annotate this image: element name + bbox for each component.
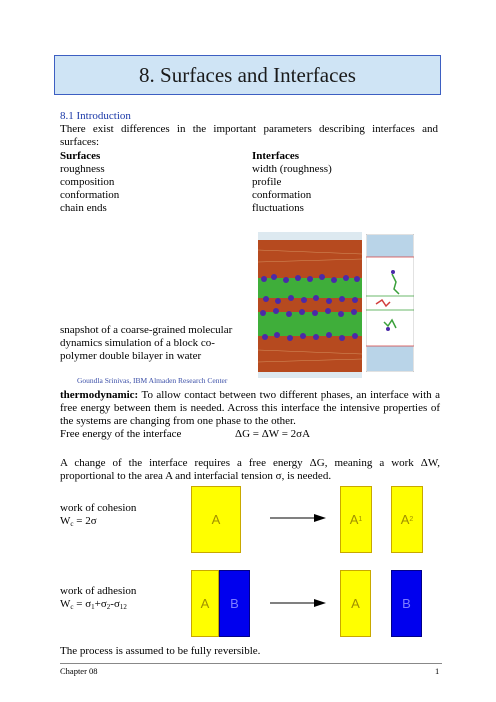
arrow-right-icon xyxy=(270,512,326,524)
adhesion-box-b: B xyxy=(219,570,250,637)
figure-credit: Goundla Srinivas, IBM Almaden Research Center xyxy=(77,376,228,385)
footer-divider xyxy=(60,663,442,664)
thermodynamic-paragraph: thermodynamic: To allow contact between two different phases, an interface with a free energy between them is needed. Across this interface the intensive properties of the systems are changing from one phase to the other. xyxy=(60,389,440,427)
table-row: roughness width (roughness) xyxy=(60,163,332,175)
section-heading: 8.1 Introduction xyxy=(60,110,131,122)
footer-chapter: Chapter 08 xyxy=(60,666,98,676)
adhesion-box-a: A xyxy=(191,570,219,637)
adhesion-label: work of adhesion xyxy=(60,585,137,597)
box-a1: A 1 xyxy=(340,486,372,553)
arrow-right-icon xyxy=(270,597,326,609)
box-a: A xyxy=(191,486,241,553)
table-row: conformation conformation xyxy=(60,189,312,201)
change-paragraph: A change of the interface requires a free energy ΔG, meaning a work ΔW, proportional to the area A and interfacial tension σ, is needed. xyxy=(60,457,440,482)
comparison-table xyxy=(60,150,440,215)
adhesion-result-box-b: B xyxy=(391,570,422,637)
free-energy-equation: ΔG = ΔW = 2σA xyxy=(235,428,311,440)
chapter-title: 8. Surfaces and Interfaces xyxy=(54,55,441,95)
cohesion-label: work of cohesion xyxy=(60,502,137,514)
adhesion-equation: $W_c = \sigma_1+\sigma_2-\sigma_{12}$ xyxy=(60,598,127,611)
adhesion-result-box-a: A xyxy=(340,570,371,637)
intro-paragraph: There exist differences in the important parameters describing interfaces and surfaces: xyxy=(60,123,438,148)
bilayer-schematic-image xyxy=(366,234,414,372)
table-row: chain ends fluctuations xyxy=(60,202,304,214)
box-a2: A 2 xyxy=(391,486,423,553)
table-header: Surfaces Interfaces xyxy=(60,150,300,162)
figure-caption: snapshot of a coarse-grained molecular dynamics simulation of a block co- polymer double bilayer in water xyxy=(60,324,233,362)
free-energy-label: Free energy of the interface xyxy=(60,428,182,440)
cohesion-equation: $W_c = 2\sigma$ xyxy=(60,515,97,528)
table-row: composition profile xyxy=(60,176,282,188)
simulation-snapshot-image xyxy=(258,232,362,378)
reversible-note: The process is assumed to be fully reversible. xyxy=(60,645,261,657)
page-number: 1 xyxy=(435,666,440,676)
